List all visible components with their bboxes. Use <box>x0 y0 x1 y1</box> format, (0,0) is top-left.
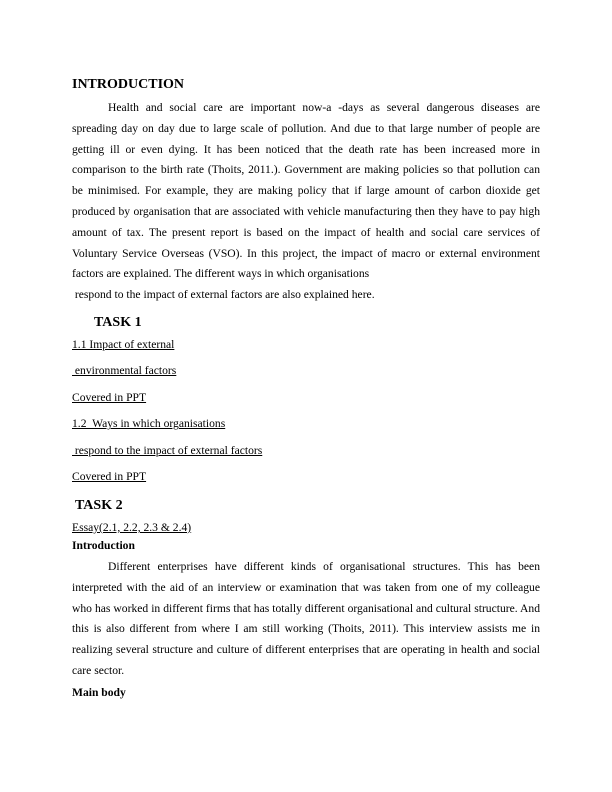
main-body-heading: Main body <box>72 685 126 699</box>
task2-essay-link[interactable]: Essay(2.1, 2.2, 2.3 & 2.4) <box>72 520 192 534</box>
task1-item-impact-external[interactable]: 1.1 Impact of external <box>72 337 175 351</box>
introduction-last-line: respond to the impact of external factors are also explained here. <box>72 288 375 302</box>
task2-introduction-paragraph: Different enterprises have different kinds of organisational structures. This has been interpreted with the aid of an interview or examination that was taken from one of my colleague who has worked in different firms that has totally different organisational and cultural structure. And this is also different from where I am still working (Thoits, 2011). This interview assists me in realizing several structure and culture of different enterprises that are operating in health and social care sector. <box>72 559 540 677</box>
task1-item-covered-ppt-2[interactable]: Covered in PPT <box>72 470 147 484</box>
document-page <box>72 76 540 704</box>
introduction-paragraph: Health and social care are important now-a -days as several dangerous diseases are spreading day on day due to large scale of pollution. And due to that large number of people are getting ill or even dying. It has been noticed that the death rate has been increased more in comparison to the birth rate (Thoits, 2011.). Government are making policies so that pollution can be minimised. For example, they are making policy that if large amount of carbon dioxide get produced by organisation that are associated with vehicle manufacturing then they have to pay high amount of tax. The present report is based on the impact of health and social care services of Voluntary Service Overseas (VSO). In this project, the impact of macro or external environment factors are explained. The different ways in which organisations <box>72 101 540 281</box>
task1-item-ways-organisations[interactable]: 1.2 Ways in which organisations <box>72 417 226 431</box>
introduction-heading: INTRODUCTION <box>72 77 185 92</box>
task2-introduction-heading: Introduction <box>72 538 135 552</box>
task1-item-environmental-factors[interactable]: environmental factors <box>72 364 177 378</box>
task1-item-covered-ppt-1[interactable]: Covered in PPT <box>72 390 147 404</box>
task1-item-respond-external[interactable]: respond to the impact of external factors <box>72 443 263 457</box>
task1-heading: TASK 1 <box>94 314 142 330</box>
task2-heading: TASK 2 <box>75 497 123 513</box>
